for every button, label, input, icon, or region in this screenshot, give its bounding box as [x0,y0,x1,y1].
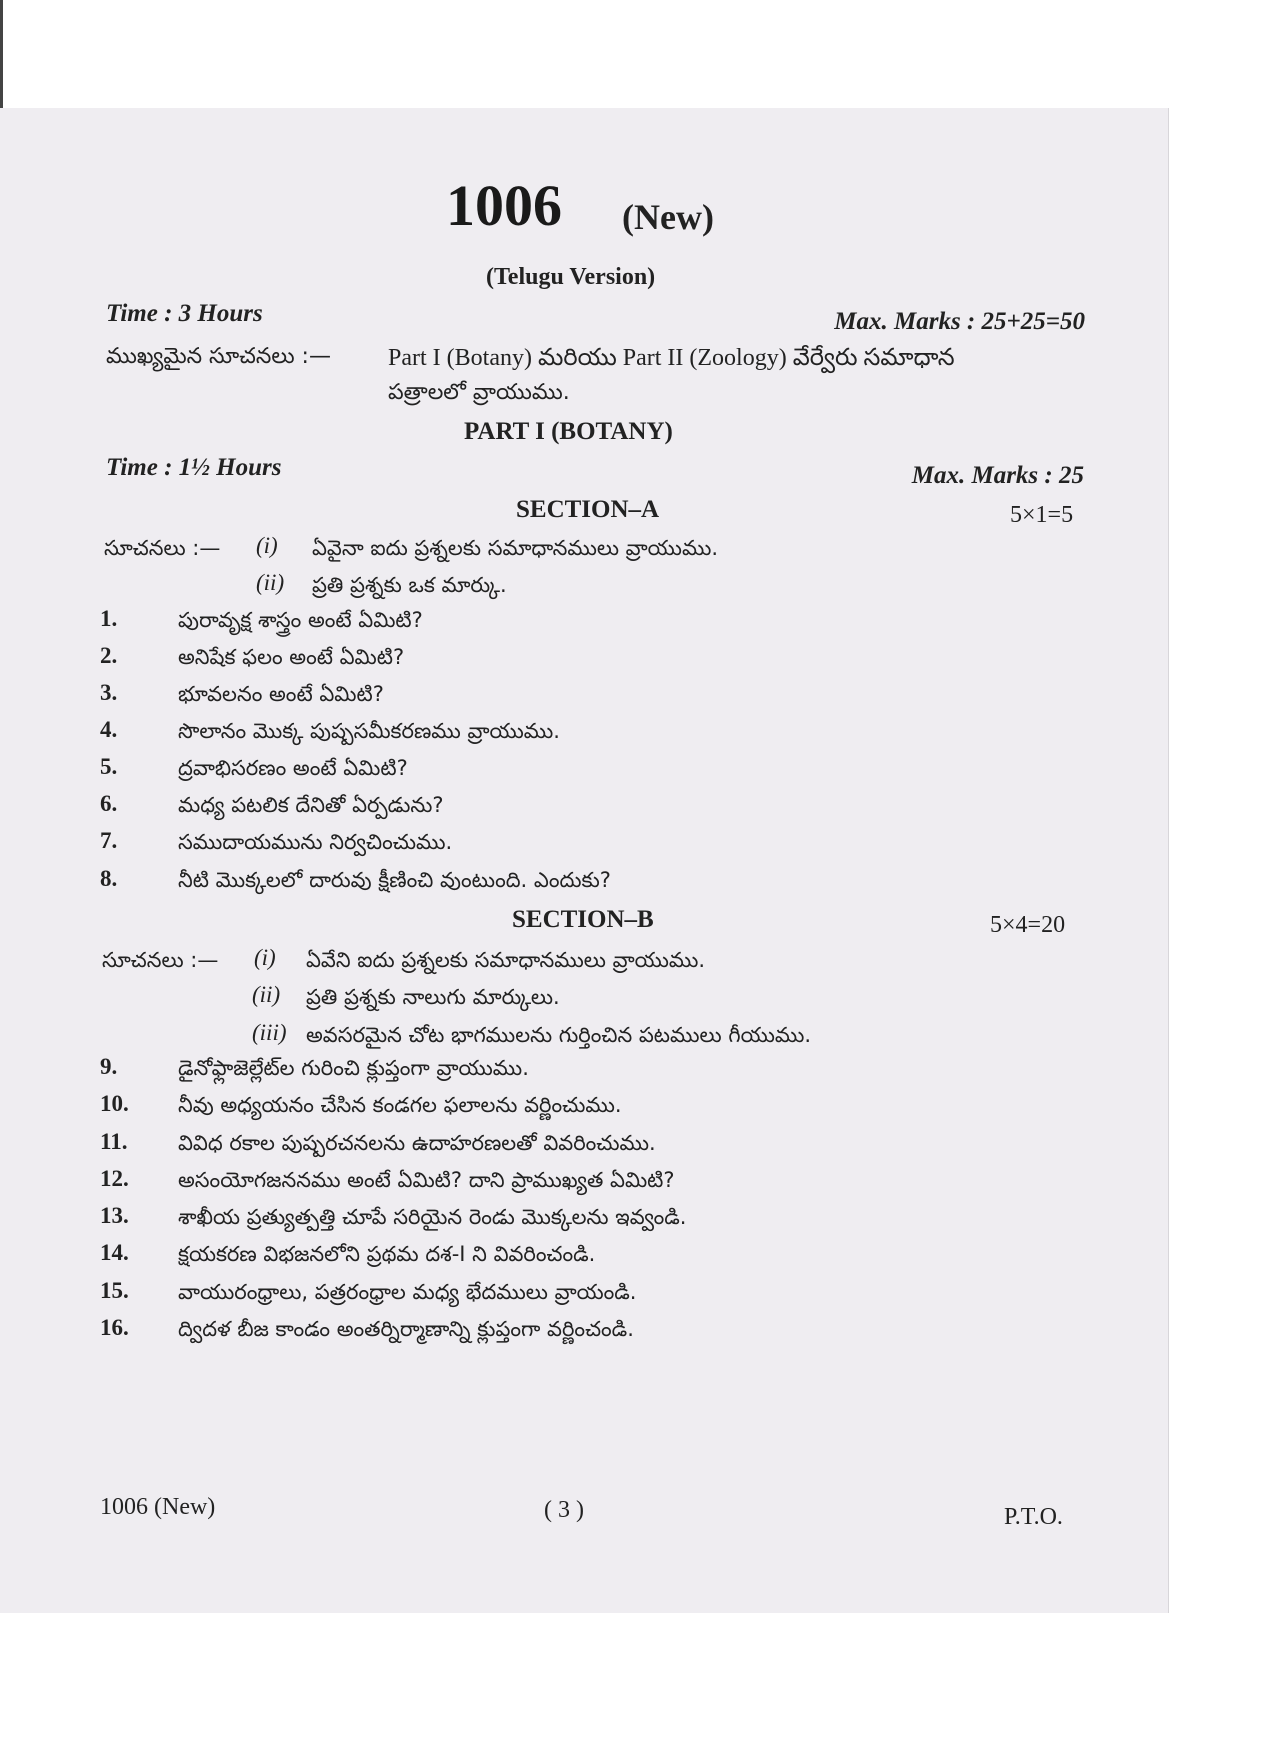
question-text: ద్రవాభిసరణం అంటే ఏమిటి? [178,756,408,780]
section-b-marks: 5×4=20 [990,912,1066,938]
question-text: భూవలనం అంటే ఏమిటి? [178,682,384,706]
question-number: 13. [100,1203,129,1228]
question-text: పురావృక్ష శాస్త్రం అంటే ఏమిటి? [178,608,423,632]
question-text: సొలానం మొక్క పుష్పసమీకరణము వ్రాయుము. [178,719,560,743]
question-number: 16. [100,1315,129,1340]
section-b-instruction-numeral: (ii) [252,982,281,1007]
main-instruction-label: ముఖ్యమైన సూచనలు :— [106,344,331,369]
total-time: Time : 3 Hours [106,300,263,327]
section-b-instruction: అవసరమైన చోట భాగములను గుర్తించిన పటములు గీయుము. [306,1023,812,1047]
question-number: 8. [100,866,118,891]
question-number: 12. [100,1166,129,1191]
question-text: నీటి మొక్కలలో దారువు క్షీణించి వుంటుంది. ఎందుకు? [178,868,611,892]
section-a-instruction: ప్రతి ప్రశ్నకు ఒక మార్కు. [312,573,507,597]
question-text: అసంయోగజననము అంటే ఏమిటి? దాని ప్రాముఖ్యత ఏమిటి? [178,1168,675,1192]
part-title: PART I (BOTANY) [464,418,673,445]
section-a-instruction-label: సూచనలు :— [104,536,221,560]
question-number: 14. [100,1240,129,1265]
question-text: అనిషేక ఫలం అంటే ఏమిటి? [178,645,405,669]
question-number: 6. [100,791,118,816]
page-number: ( 3 ) [544,1497,584,1523]
main-instruction-text: Part I (Botany) మరియు Part II (Zoology) వేర్వేరు సమాధాన [388,345,955,371]
question-text: క్షయకరణ విభజనలోని ప్రథమ దశ-I ని వివరించండి. [178,1242,596,1266]
section-b-instruction-numeral: (iii) [252,1020,287,1045]
total-max-marks: Max. Marks : 25+25=50 [834,308,1085,335]
question-number: 7. [100,828,118,853]
please-turn-over: P.T.O. [1004,1504,1063,1530]
question-number: 4. [100,717,118,742]
section-b-instruction-label: సూచనలు :— [102,948,219,972]
main-instruction-text-continued: పత్రాలలో వ్రాయుము. [388,380,570,405]
question-number: 1. [100,606,118,631]
paper-code: 1006 [446,173,562,238]
question-number: 5. [100,754,118,779]
question-text: వివిధ రకాల పుష్పరచనలను ఉదాహరణలతో వివరించుము. [178,1131,656,1155]
question-number: 3. [100,680,118,705]
section-b-instruction: ప్రతి ప్రశ్నకు నాలుగు మార్కులు. [306,985,560,1009]
section-a-instruction-numeral: (ii) [256,570,285,595]
part-time: Time : 1½ Hours [106,454,282,481]
question-number: 11. [100,1129,128,1154]
scan-background [0,0,1275,112]
question-number: 15. [100,1278,129,1303]
question-text: శాఖీయ ప్రత్యుత్పత్తి చూపే సరియైన రెండు మొక్కలను ఇవ్వండి. [178,1205,687,1229]
question-text: సముదాయమును నిర్వచించుము. [178,830,453,854]
question-number: 10. [100,1091,129,1116]
question-text: నీవు అధ్యయనం చేసిన కండగల ఫలాలను వర్ణించుము. [178,1093,622,1117]
section-b-instruction-numeral: (i) [254,945,276,970]
question-text: మధ్య పటలిక దేనితో ఏర్పడును? [178,793,444,817]
question-number: 2. [100,643,118,668]
section-b-instruction: ఏవేని ఐదు ప్రశ్నలకు సమాధానములు వ్రాయుము. [306,948,706,972]
section-a-instruction: ఏవైనా ఐదు ప్రశ్నలకు సమాధానములు వ్రాయుము. [312,536,719,560]
question-number: 9. [100,1054,118,1079]
section-a-title: SECTION–A [516,496,660,523]
part-max-marks: Max. Marks : 25 [911,462,1084,489]
section-a-instruction-numeral: (i) [256,533,278,558]
section-a-marks: 5×1=5 [1010,502,1074,528]
question-text: ద్విదళ బీజ కాండం అంతర్నిర్మాణాన్ని క్లుప్తంగా వర్ణించండి. [178,1317,634,1341]
section-b-title: SECTION–B [512,906,654,933]
paper-code-suffix: (New) [622,197,714,237]
question-text: డైనోఫ్లాజెల్లేట్‌ల గురించి క్లుప్తంగా వ్రాయుము. [178,1056,529,1080]
paper-version: (Telugu Version) [486,264,656,290]
question-text: వాయురంధ్రాలు, పత్రరంధ్రాల మధ్య భేదములు వ్రాయండి. [178,1280,637,1304]
footer-paper-code: 1006 (New) [100,1494,216,1520]
